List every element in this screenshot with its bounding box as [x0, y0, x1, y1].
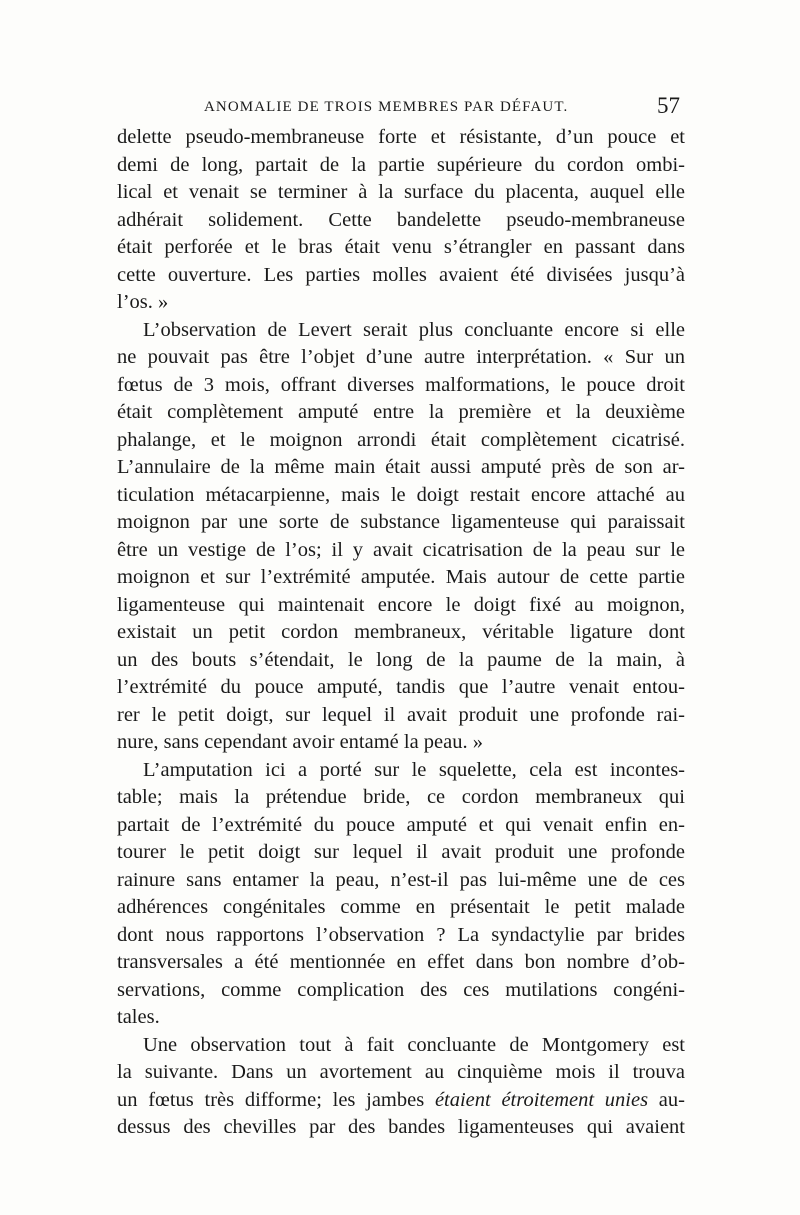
- text-line: être un vestige de l’os; il y avait cicatrisation de la peau sur le: [117, 538, 685, 561]
- text-line: lical et venait se terminer à la surface du placenta, auquel elle: [117, 181, 685, 203]
- text-line: moignon par une sorte de substance ligamenteuse qui paraissait: [117, 511, 685, 533]
- text-line: l’os. »: [117, 291, 169, 313]
- text-line: tourer le petit doigt sur lequel il avait produit une profonde: [117, 841, 685, 863]
- text-line: ticulation métacarpienne, mais le doigt restait encore attaché au: [117, 483, 685, 506]
- running-head: [118, 95, 684, 125]
- text-line: cette ouverture. Les parties molles avaient été divisées jusqu’à: [117, 263, 685, 286]
- text-line: L’observation de Levert serait plus concluante encore si elle: [143, 318, 685, 341]
- text-line: un des bouts s’étendait, le long de la paume de la main, à: [117, 648, 685, 671]
- text-line: adhérait solidement. Cette bandelette pseudo-membraneuse: [117, 208, 685, 231]
- text-line: était complètement amputé entre la première et la deuxième: [117, 401, 685, 423]
- text-line: table; mais la prétendue bride, ce cordon membraneux qui: [117, 786, 685, 808]
- text-line: rainure sans entamer la peau, n’est-il pas lui-même une de ces: [117, 868, 685, 891]
- text-line: fœtus de 3 mois, offrant diverses malformations, le pouce droit: [117, 373, 685, 396]
- text-line: delette pseudo-membraneuse forte et résistante, d’un pouce et: [117, 126, 685, 148]
- text-line: phalange, et le moignon arrondi était complètement cicatrisé.: [117, 428, 685, 451]
- text-line: rer le petit doigt, sur lequel il avait produit une profonde rai-: [117, 703, 685, 726]
- text-line: partait de l’extrémité du pouce amputé et qui venait enfin en-: [117, 813, 685, 836]
- text-line: la suivante. Dans un avortement au cinquième mois il trouva: [117, 1061, 685, 1083]
- running-title: ANOMALIE DE TROIS MEMBRES PAR DÉFAUT.: [204, 99, 569, 115]
- text-line: l’extrémité du pouce amputé, tandis que l’autre venait entou-: [117, 676, 685, 698]
- text-line: transversales a été mentionnée en effet dans bon nombre d’ob-: [117, 951, 685, 973]
- text-line: nure, sans cependant avoir entamé la peau. »: [117, 731, 483, 753]
- text-line: adhérences congénitales comme en présentait le petit malade: [117, 896, 685, 918]
- text-line: tales.: [117, 1006, 160, 1028]
- italic-phrase: étaient étroitement unies: [434, 1088, 649, 1111]
- text-line: un fœtus très difforme; les jambes étaient étroitement unies au-: [117, 1088, 685, 1111]
- text-line: ligamenteuse qui maintenait encore le doigt fixé au moignon,: [117, 593, 685, 616]
- text-line: Une observation tout à fait concluante de Montgomery est: [143, 1033, 685, 1056]
- text-line: L’annulaire de la même main était aussi amputé près de son ar-: [117, 456, 685, 478]
- text-line: servations, comme complication des ces mutilations congéni-: [117, 978, 685, 1001]
- text-line: dont nous rapportons l’observation ? La syndactylie par brides: [117, 923, 685, 946]
- text-line: existait un petit cordon membraneux, véritable ligature dont: [117, 621, 685, 643]
- text-line: était perforée et le bras était venu s’étrangler en passant dans: [117, 236, 685, 258]
- text-line: L’amputation ici a porté sur le squelette, cela est incontes-: [143, 758, 685, 781]
- page-number: 57: [657, 93, 680, 118]
- text-line: dessus des chevilles par des bandes ligamenteuses qui avaient: [117, 1116, 685, 1138]
- text-line: moignon et sur l’extrémité amputée. Mais autour de cette partie: [117, 566, 685, 588]
- text-line: ne pouvait pas être l’objet d’une autre interprétation. « Sur un: [117, 346, 685, 368]
- text-line: demi de long, partait de la partie supérieure du cordon ombi-: [117, 153, 685, 176]
- body-text: [117, 124, 685, 1142]
